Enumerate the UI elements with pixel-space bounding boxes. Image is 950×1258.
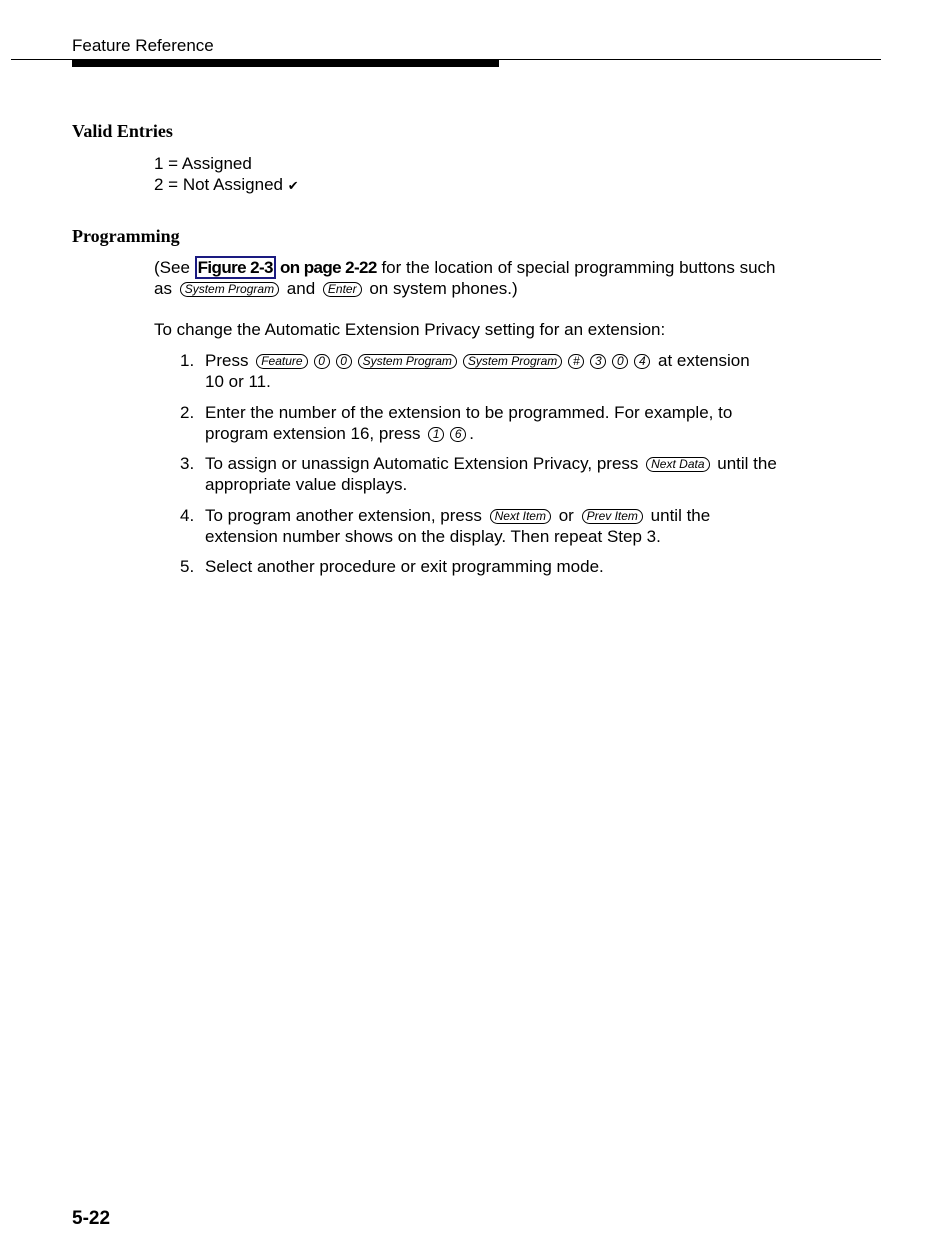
step-5-line-1: Select another procedure or exit programming mode. xyxy=(205,557,604,576)
step-4-until: until the xyxy=(650,506,711,525)
step-3-line-2: appropriate value displays. xyxy=(205,475,408,494)
programming-heading: Programming xyxy=(72,226,180,246)
step-2-line-2 xyxy=(205,423,474,444)
header-rule-thick xyxy=(72,60,499,67)
step-4-or: or xyxy=(558,506,574,525)
step-1-at-extension: at extension xyxy=(658,351,750,370)
zero-key: 0 xyxy=(612,354,628,369)
valid-entry-1: 1 = Assigned xyxy=(154,154,252,173)
and-word: and xyxy=(286,279,316,298)
valid-entry-2-label: 2 = Not Assigned xyxy=(154,175,284,194)
zero-key: 0 xyxy=(314,354,330,369)
enter-key: Enter xyxy=(323,282,362,297)
next-item-key: Next Item xyxy=(490,509,551,524)
step-4-line-1 xyxy=(205,505,710,526)
step-4-line-2: extension number shows on the display. Then repeat Step 3. xyxy=(205,527,661,546)
step-3-number: 3. xyxy=(180,454,195,473)
system-program-key: System Program xyxy=(180,282,279,297)
see-open-text: (See xyxy=(154,258,195,277)
see-figure-line-2 xyxy=(154,278,518,299)
step-2-line-1: Enter the number of the extension to be programmed. For example, to xyxy=(205,403,733,422)
figure-xref-link[interactable]: Figure 2-3 xyxy=(195,256,276,279)
next-data-key: Next Data xyxy=(646,457,709,472)
default-check-icon: ✔ xyxy=(287,178,299,193)
prev-item-key: Prev Item xyxy=(582,509,643,524)
running-header: Feature Reference xyxy=(72,36,214,55)
intro-text: To change the Automatic Extension Privacy setting for an extension: xyxy=(154,320,666,339)
six-key: 6 xyxy=(450,427,466,442)
as-word: as xyxy=(154,279,172,298)
see-figure-line-1 xyxy=(154,257,776,278)
valid-entry-2 xyxy=(154,174,299,196)
step-3-line-1 xyxy=(205,453,777,474)
feature-key: Feature xyxy=(256,354,307,369)
step-1-number: 1. xyxy=(180,351,195,370)
three-key: 3 xyxy=(590,354,606,369)
step-1-line-1 xyxy=(205,350,750,371)
page-xref-link[interactable]: on page 2-22 xyxy=(275,258,377,277)
system-program-key: System Program xyxy=(358,354,457,369)
step-4-number: 4. xyxy=(180,506,195,525)
step-2-period: . xyxy=(469,424,474,443)
zero-key: 0 xyxy=(336,354,352,369)
step-3-text: To assign or unassign Automatic Extension Privacy, press xyxy=(205,454,639,473)
valid-entries-heading: Valid Entries xyxy=(72,121,173,141)
hash-key: # xyxy=(568,354,584,369)
step-5-number: 5. xyxy=(180,557,195,576)
step-3-until: until the xyxy=(717,454,777,473)
page-number: 5-22 xyxy=(72,1208,111,1229)
step-2-press: program extension 16, press xyxy=(205,424,421,443)
one-key: 1 xyxy=(428,427,444,442)
four-key: 4 xyxy=(634,354,650,369)
on-system-phones-text: on system phones.) xyxy=(369,279,518,298)
step-2-number: 2. xyxy=(180,403,195,422)
step-1-line-2: 10 or 11. xyxy=(205,372,271,391)
system-program-key: System Program xyxy=(463,354,562,369)
step-4-text: To program another extension, press xyxy=(205,506,482,525)
step-1-press: Press xyxy=(205,351,249,370)
see-rest-text: for the location of special programming buttons such xyxy=(376,258,776,277)
